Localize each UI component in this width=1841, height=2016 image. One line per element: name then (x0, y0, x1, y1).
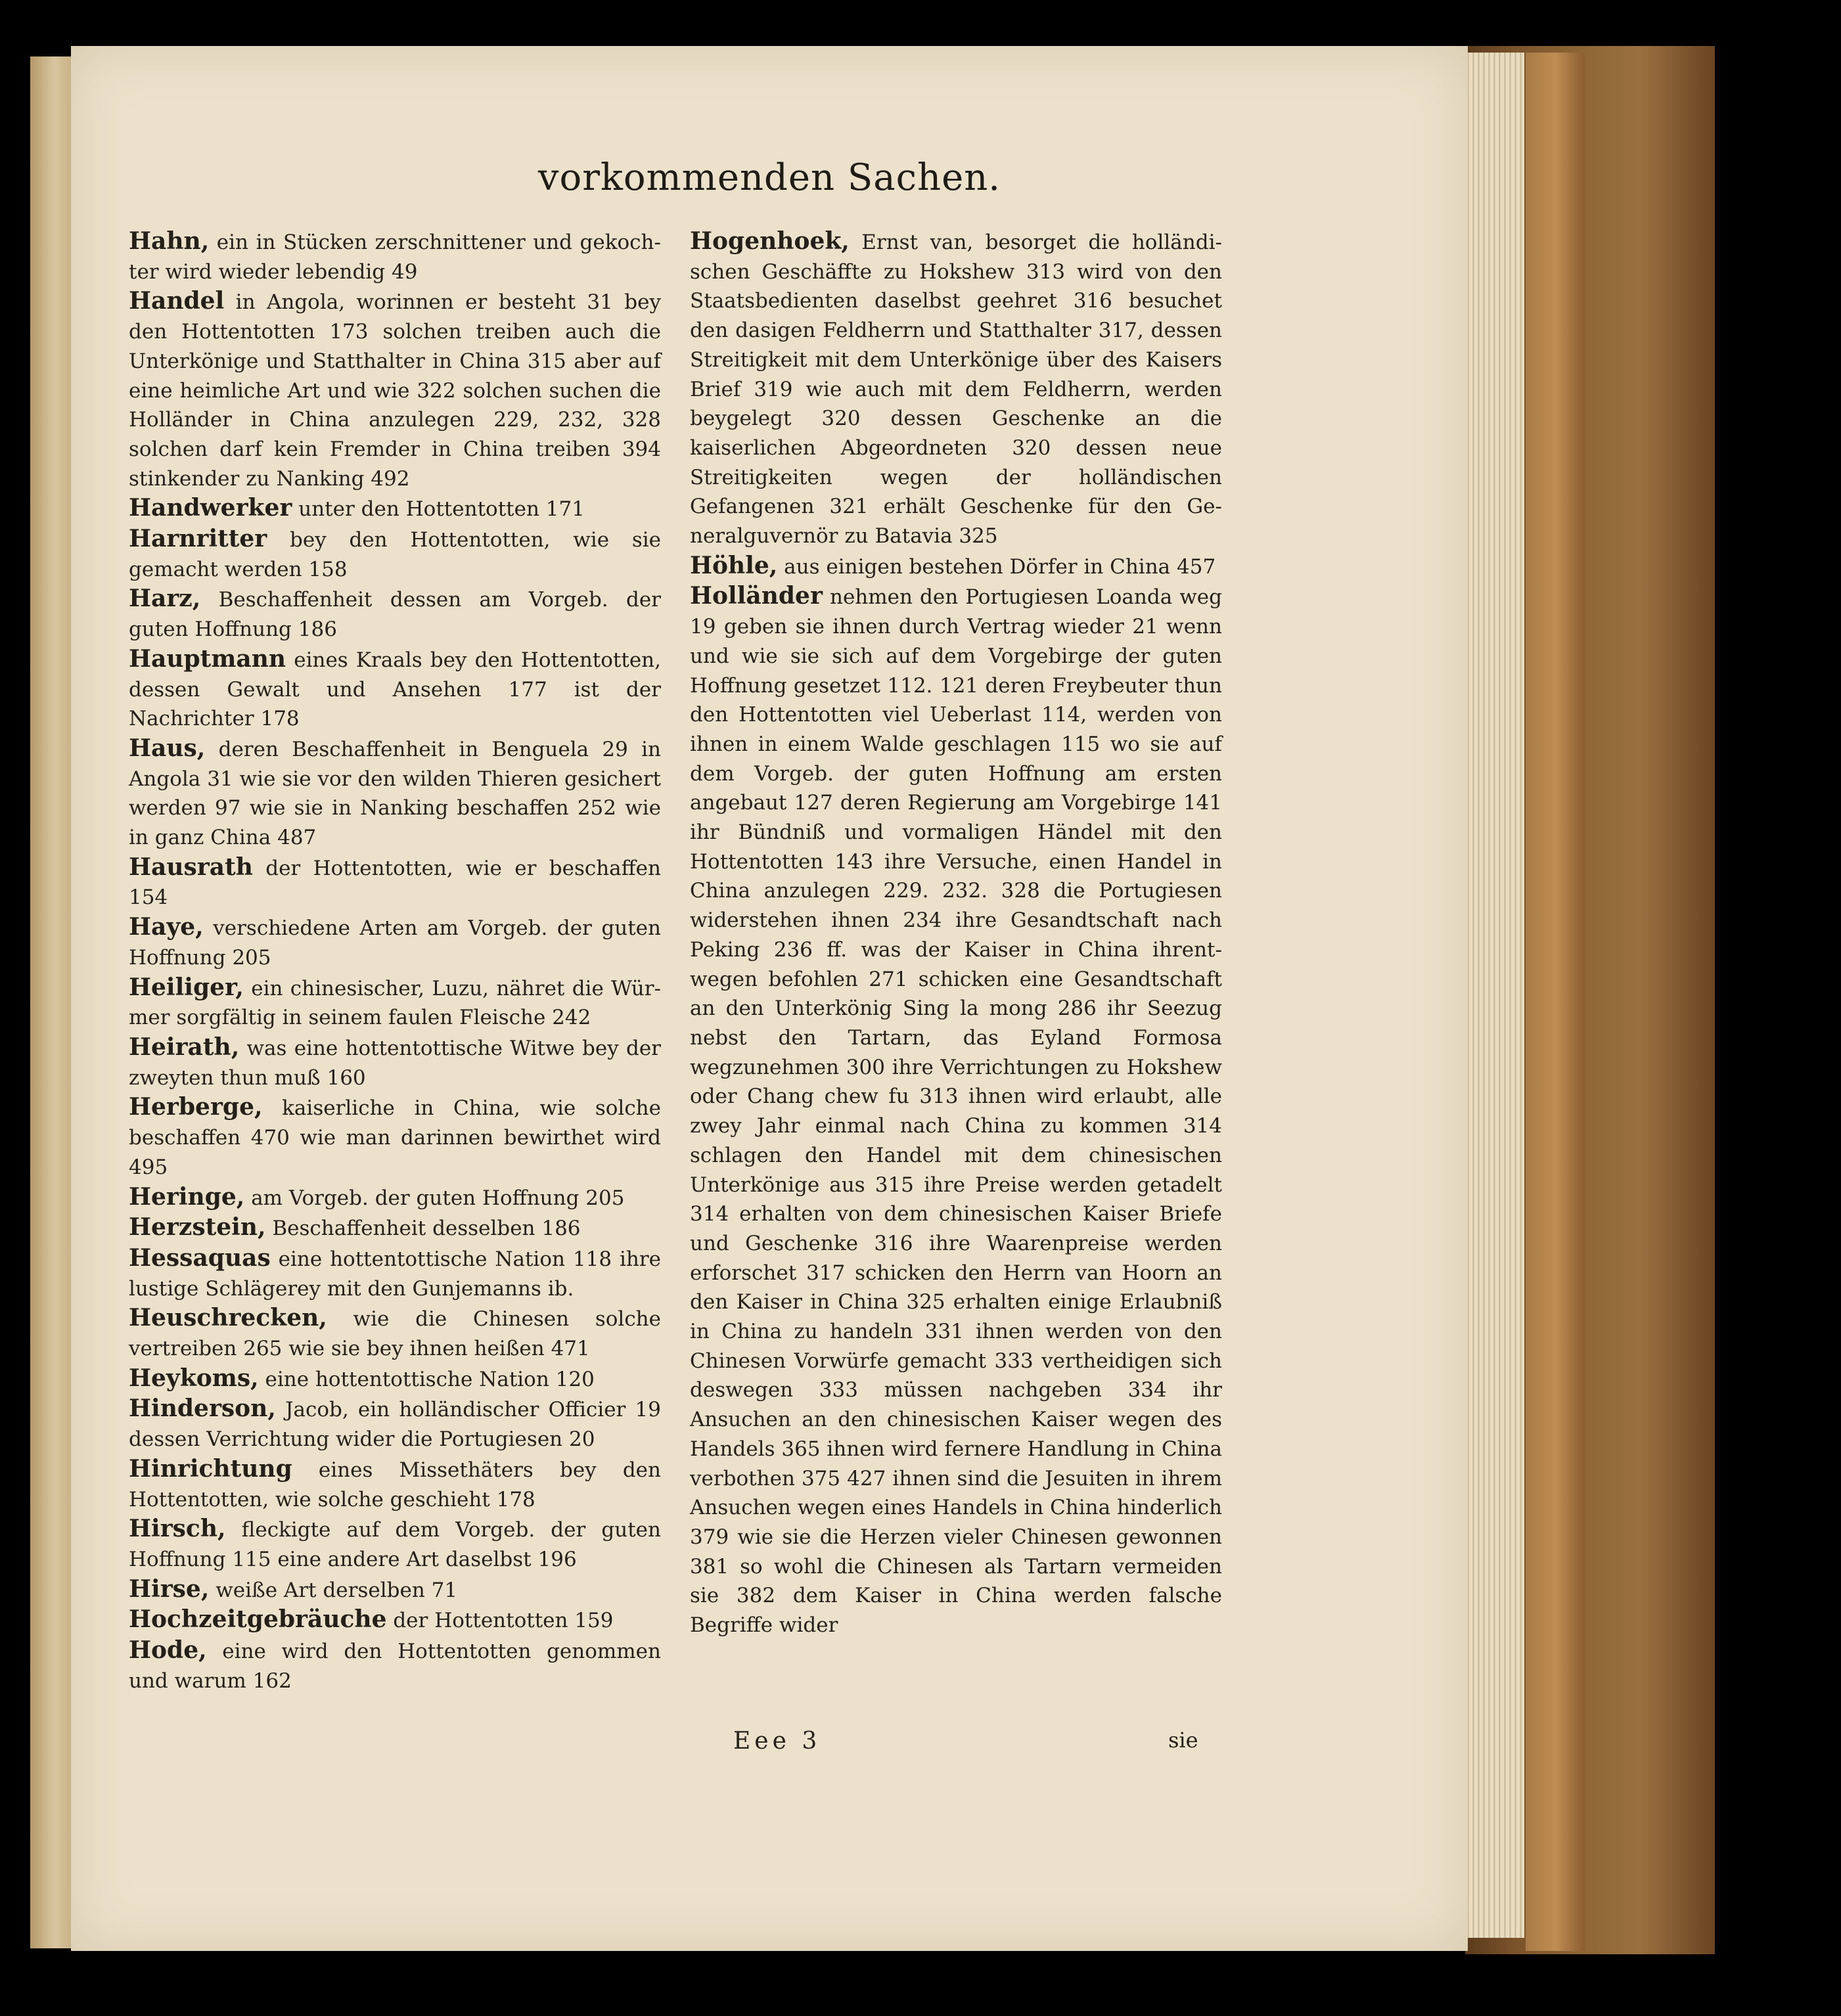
running-head: vorkommenden Sachen. (537, 156, 1001, 199)
index-entry (129, 1364, 661, 1395)
index-entry-text: am Vorgeb. der guten Hoffnung 205 (244, 1186, 625, 1210)
index-entry (129, 1303, 661, 1363)
index-entry-headword: Hauptmann (129, 644, 286, 673)
index-entry-headword: Hirse, (129, 1575, 210, 1603)
index-entry (690, 551, 1222, 582)
index-entry-text: fleckigte auf dem Vorgeb. der guten Hoffnung 115 eine andere Art daselbst 196 (129, 1518, 661, 1571)
index-entry-headword: Handwerker (129, 494, 292, 522)
index-entry-text: nehmen den Portugiesen Loanda weg 19 geben sie ihnen durch Vertrag wieder 21 wenn und wie sie sich auf dem Vorgebirge der guten Hoffnung gesetzet 112. 121 deren Freybeuter thun den Hottentotten viel Ueberlast 114, werden von ihnen in einem Walde geschlagen 115 wo sie auf dem Vorgeb. der guten Hoffnung am ersten angebaut 127 deren Regierung am Vorgebirge 141 ihr Bündniß und vormaligen Händel mit den Hottentotten 143 ihre Versuche, einen Handel in China anzulegen 229. 232. 328 die Portugiesen widerstehen ihnen 234 ihre Gesandtschaft nach Peking 236 ff. was der Kaiser in China ihrentwegen befohlen 271 schicken eine Gesandtschaft an den Unterkönig Sing la mong 286 ihr Seezug nebst den Tartarn, das Eyland Formosa wegzunehmen 300 ihre Verrichtungen zu Hokshew oder Chang chew fu 313 ihnen wird erlaubt, alle zwey Jahr einmal nach China zu kommen 314 schlagen den Handel mit dem chinesischen Unterkönige aus 315 ihre Preise werden getadelt 314 erhalten von dem chinesischen Kaiser Briefe und Geschenke 316 ihre Waarenpreise werden erforschet 317 schicken den Herrn van Hoorn an den Kaiser in China 325 erhalten einige Erlaubniß in China zu handeln 331 ihnen werden von den Chinesen Vorwürfe gemacht 333 vertheidigen sich deswegen 333 müssen nachgeben 334 ihr Ansuchen an den chinesischen Kaiser wegen des Handels 365 ihnen wird fernere Handlung in China verbothen 375 427 ihnen sind die Jesuiten in ihrem Ansuchen wegen eines Handels in China hinderlich 379 wie sie die Herzen vieler Chinesen gewonnen 381 so wohl die Chinesen als Tartarn vermeiden sie 382 dem Kaiser in China werden falsche Begriffe wider (690, 585, 1222, 1638)
index-entry (129, 1213, 661, 1243)
index-entry-text: verschiedene Arten am Vorgeb. der guten Hoffnung 205 (129, 916, 661, 970)
index-entry-text: eines Kraals bey den Hottentotten, dessen Gewalt und Ansehen 177 ist der Nachrichter 178 (129, 648, 661, 731)
index-entry-text: bey den Hottentotten, wie sie gemacht werden 158 (129, 528, 661, 581)
leather-spine-edge (1526, 53, 1585, 1951)
index-entry (129, 644, 661, 734)
index-entry-text: der Hottentotten 159 (386, 1609, 614, 1633)
index-entry (129, 1514, 661, 1574)
index-entry (129, 227, 661, 286)
index-entry (129, 1636, 661, 1695)
index-entry-text: Ernst van, besorget die holländischen Geschäffte zu Hokshew 313 wird von den Staatsbedienten daselbst geehret 316 besuchet den dasigen Feldherrn und Statthalter 317, dessen Streitigkeit mit dem Unterkönige über des Kaisers Brief 319 wie auch mit dem Feldherrn, werden beygelegt 320 dessen Geschenke an die kaiserlichen Abgeordneten 320 dessen neue Streitigkeiten wegen der holländischen Gefangenen 321 erhält Geschenke für den Generalguvernör zu Batavia 325 (690, 231, 1222, 549)
index-entry-headword: Hinderson, (129, 1395, 276, 1423)
index-entry-headword: Hausrath (129, 853, 253, 881)
index-entry (129, 734, 661, 853)
index-entry-headword: Handel (129, 287, 225, 315)
index-entry-headword: Hirsch, (129, 1515, 226, 1543)
index-entry-headword: Hinrichtung (129, 1454, 292, 1483)
index-entry-headword: Heirath, (129, 1033, 240, 1061)
index-entry-text: Beschaffenheit desselben 186 (265, 1217, 581, 1241)
index-entry (129, 853, 661, 912)
index-entry-headword: Heringe, (129, 1182, 245, 1211)
index-entry-headword: Harz, (129, 585, 201, 613)
index-entry-text: aus einigen bestehen Dörfer in China 457 (777, 554, 1216, 579)
index-entry (129, 1243, 661, 1303)
index-entry-headword: Hochzeitgebräuche (129, 1605, 387, 1634)
index-column-right (690, 227, 1222, 1640)
index-entry-text: wie die Chinesen solche vertreiben 265 wie sie bey ihnen heißen 471 (129, 1307, 661, 1361)
index-entry-headword: Heiliger, (129, 973, 244, 1001)
index-entry-headword: Herzstein, (129, 1213, 266, 1242)
book-page (71, 46, 1468, 1951)
index-entry (129, 493, 661, 524)
index-entry-text: deren Beschaffenheit in Benguela 29 in Angola 31 wie sie vor den wilden Thieren gesichert werden 97 wie sie in Nanking beschaffen 252 wie in ganz China 487 (129, 737, 661, 850)
index-entry (129, 286, 661, 493)
index-entry-text: was eine hottentottische Witwe bey der zweyten thun muß 160 (129, 1036, 661, 1090)
index-entry-text: der Hottentotten, wie er beschaffen 154 (129, 856, 661, 910)
index-entry (129, 1394, 661, 1454)
index-entry-text: eine hottentottische Nation 118 ihre lustige Schlägerey mit den Gunjemanns ib. (129, 1247, 661, 1301)
signature-mark: Eee 3 (733, 1728, 821, 1755)
index-entry (690, 581, 1222, 1640)
index-entry (129, 1605, 661, 1636)
facing-page-edge (30, 56, 72, 1948)
index-entry-text: unter den Hottentotten 171 (292, 497, 585, 522)
index-entry-headword: Heykoms, (129, 1364, 259, 1392)
index-entry-headword: Hessaquas (129, 1243, 271, 1272)
index-entry-text: ein in Stücken zerschnittener und gekochter wird wieder lebendig 49 (129, 231, 661, 284)
index-entry (129, 584, 661, 644)
index-entry-text: Jacob, ein holländischer Officier 19 dessen Verrichtung wider die Portugiesen 20 (129, 1398, 661, 1452)
index-entry-headword: Höhle, (690, 551, 778, 579)
index-entry-text: eine wird den Hottentotten genommen und warum 162 (129, 1640, 661, 1693)
index-entry-headword: Hogenhoek, (690, 227, 850, 255)
index-entry-text: eine hottentottische Nation 120 (258, 1367, 595, 1391)
index-entry-text: ein chinesischer, Luzu, nähret die Würmer sorgfältig in seinem faulen Fleische 242 (129, 976, 661, 1030)
index-entry (129, 1092, 661, 1182)
index-entry-text: kaiserliche in China, wie solche beschaffen 470 wie man darinnen bewirthet wird 495 (129, 1096, 661, 1179)
index-entry (129, 973, 661, 1033)
index-entry (129, 1575, 661, 1605)
index-entry-headword: Haus, (129, 734, 206, 762)
catchword: sie (1168, 1728, 1198, 1753)
index-entry-headword: Harnritter (129, 525, 267, 553)
index-entry (129, 1033, 661, 1092)
index-entry (129, 1454, 661, 1514)
index-entry (690, 227, 1222, 551)
index-entry-headword: Hode, (129, 1636, 207, 1665)
index-entry-text: Beschaffenheit dessen am Vorgeb. der guten Hoffnung 186 (129, 588, 661, 642)
index-entry-headword: Holländer (690, 582, 823, 610)
index-entry-text: in Angola, worinnen er besteht 31 bey den Hottentotten 173 solchen treiben auch die Unterkönige und Statthalter in China 315 aber auf eine heimliche Art und wie 322 solchen suchen die Holländer in China anzulegen 229, 232, 328 solchen darf kein Fremder in China treiben 394 stinkender zu Nanking 492 (129, 290, 661, 491)
index-entry (129, 1182, 661, 1213)
index-entry-headword: Herberge, (129, 1093, 263, 1121)
index-entry-text: eines Missethäters bey den Hottentotten, wie solche geschieht 178 (129, 1458, 661, 1512)
index-entry (129, 524, 661, 584)
index-entry-headword: Hahn, (129, 227, 210, 255)
index-entry-text: weiße Art derselben 71 (209, 1578, 458, 1602)
index-entry (129, 912, 661, 972)
index-column-left (129, 227, 661, 1695)
page-block-edges (1459, 53, 1524, 1938)
index-entry-headword: Heuschrecken, (129, 1304, 327, 1332)
index-entry-headword: Haye, (129, 913, 204, 941)
